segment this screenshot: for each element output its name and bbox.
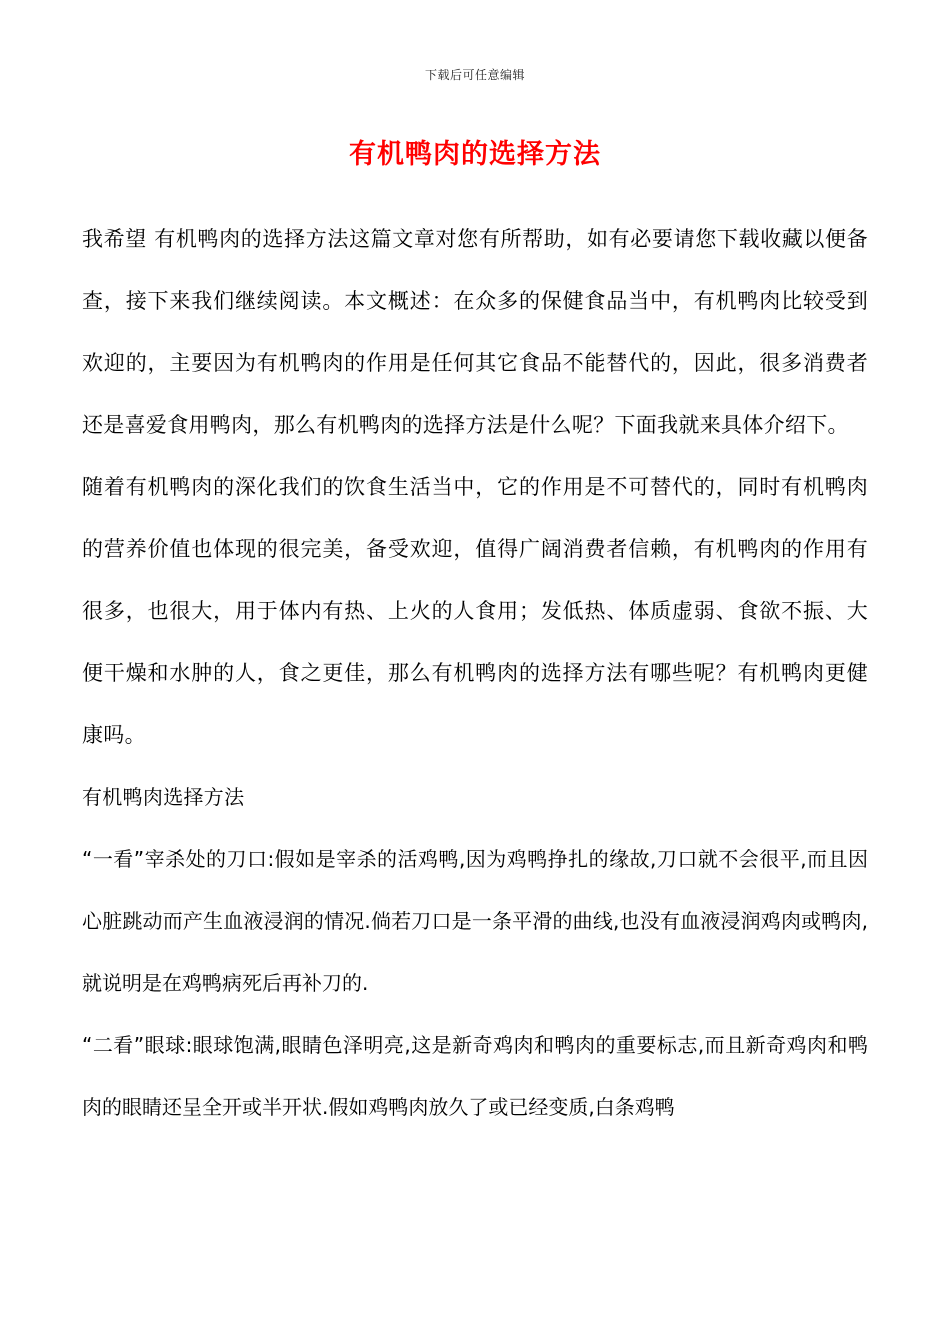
page-title: 有机鸭肉的选择方法	[349, 139, 601, 170]
document-body	[82, 208, 868, 1138]
intro-paragraph: 我希望 有机鸭肉的选择方法这篇文章对您有所帮助，如有必要请您下载收藏以便备查，接下来我们继续阅读。本文概述：在众多的保健食品当中，有机鸭肉比较受到欢迎的，主要因为有机鸭肉的作用是任何其它食品不能替代的，因此，很多消费者还是喜爱食用鸭肉，那么有机鸭肉的选择方法是什么呢？下面我就来具体介绍下。	[82, 227, 868, 437]
body-paragraph: 随着有机鸭肉的深化我们的饮食生活当中，它的作用是不可替代的，同时有机鸭肉的营养价值也体现的很完美，备受欢迎，值得广阔消费者信赖，有机鸭肉的作用有很多，也很大，用于体内有热、上火的人食用；发低热、体质虚弱、食欲不振、大便干燥和水肿的人，食之更佳，那么有机鸭肉的选择方法有哪些呢？有机鸭肉更健康吗。	[82, 475, 868, 747]
tip-paragraph-1: “一看”宰杀处的刀口:假如是宰杀的活鸡鸭,因为鸡鸭挣扎的缘故,刀口就不会很平,而且因心脏跳动而产生血液浸润的情况.倘若刀口是一条平滑的曲线,也没有血液浸润鸡肉或鸭肉,就说明是在鸡鸭病死后再补刀的.	[82, 847, 868, 995]
header-note: 下载后可任意编辑	[424, 68, 525, 82]
tip-paragraph-2: “二看”眼球:眼球饱满,眼睛色泽明亮,这是新奇鸡肉和鸭肉的重要标志,而且新奇鸡肉和鸭肉的眼睛还呈全开或半开状.假如鸡鸭肉放久了或已经变质,白条鸡鸭	[82, 1033, 868, 1119]
section-heading: 有机鸭肉选择方法	[82, 785, 245, 809]
